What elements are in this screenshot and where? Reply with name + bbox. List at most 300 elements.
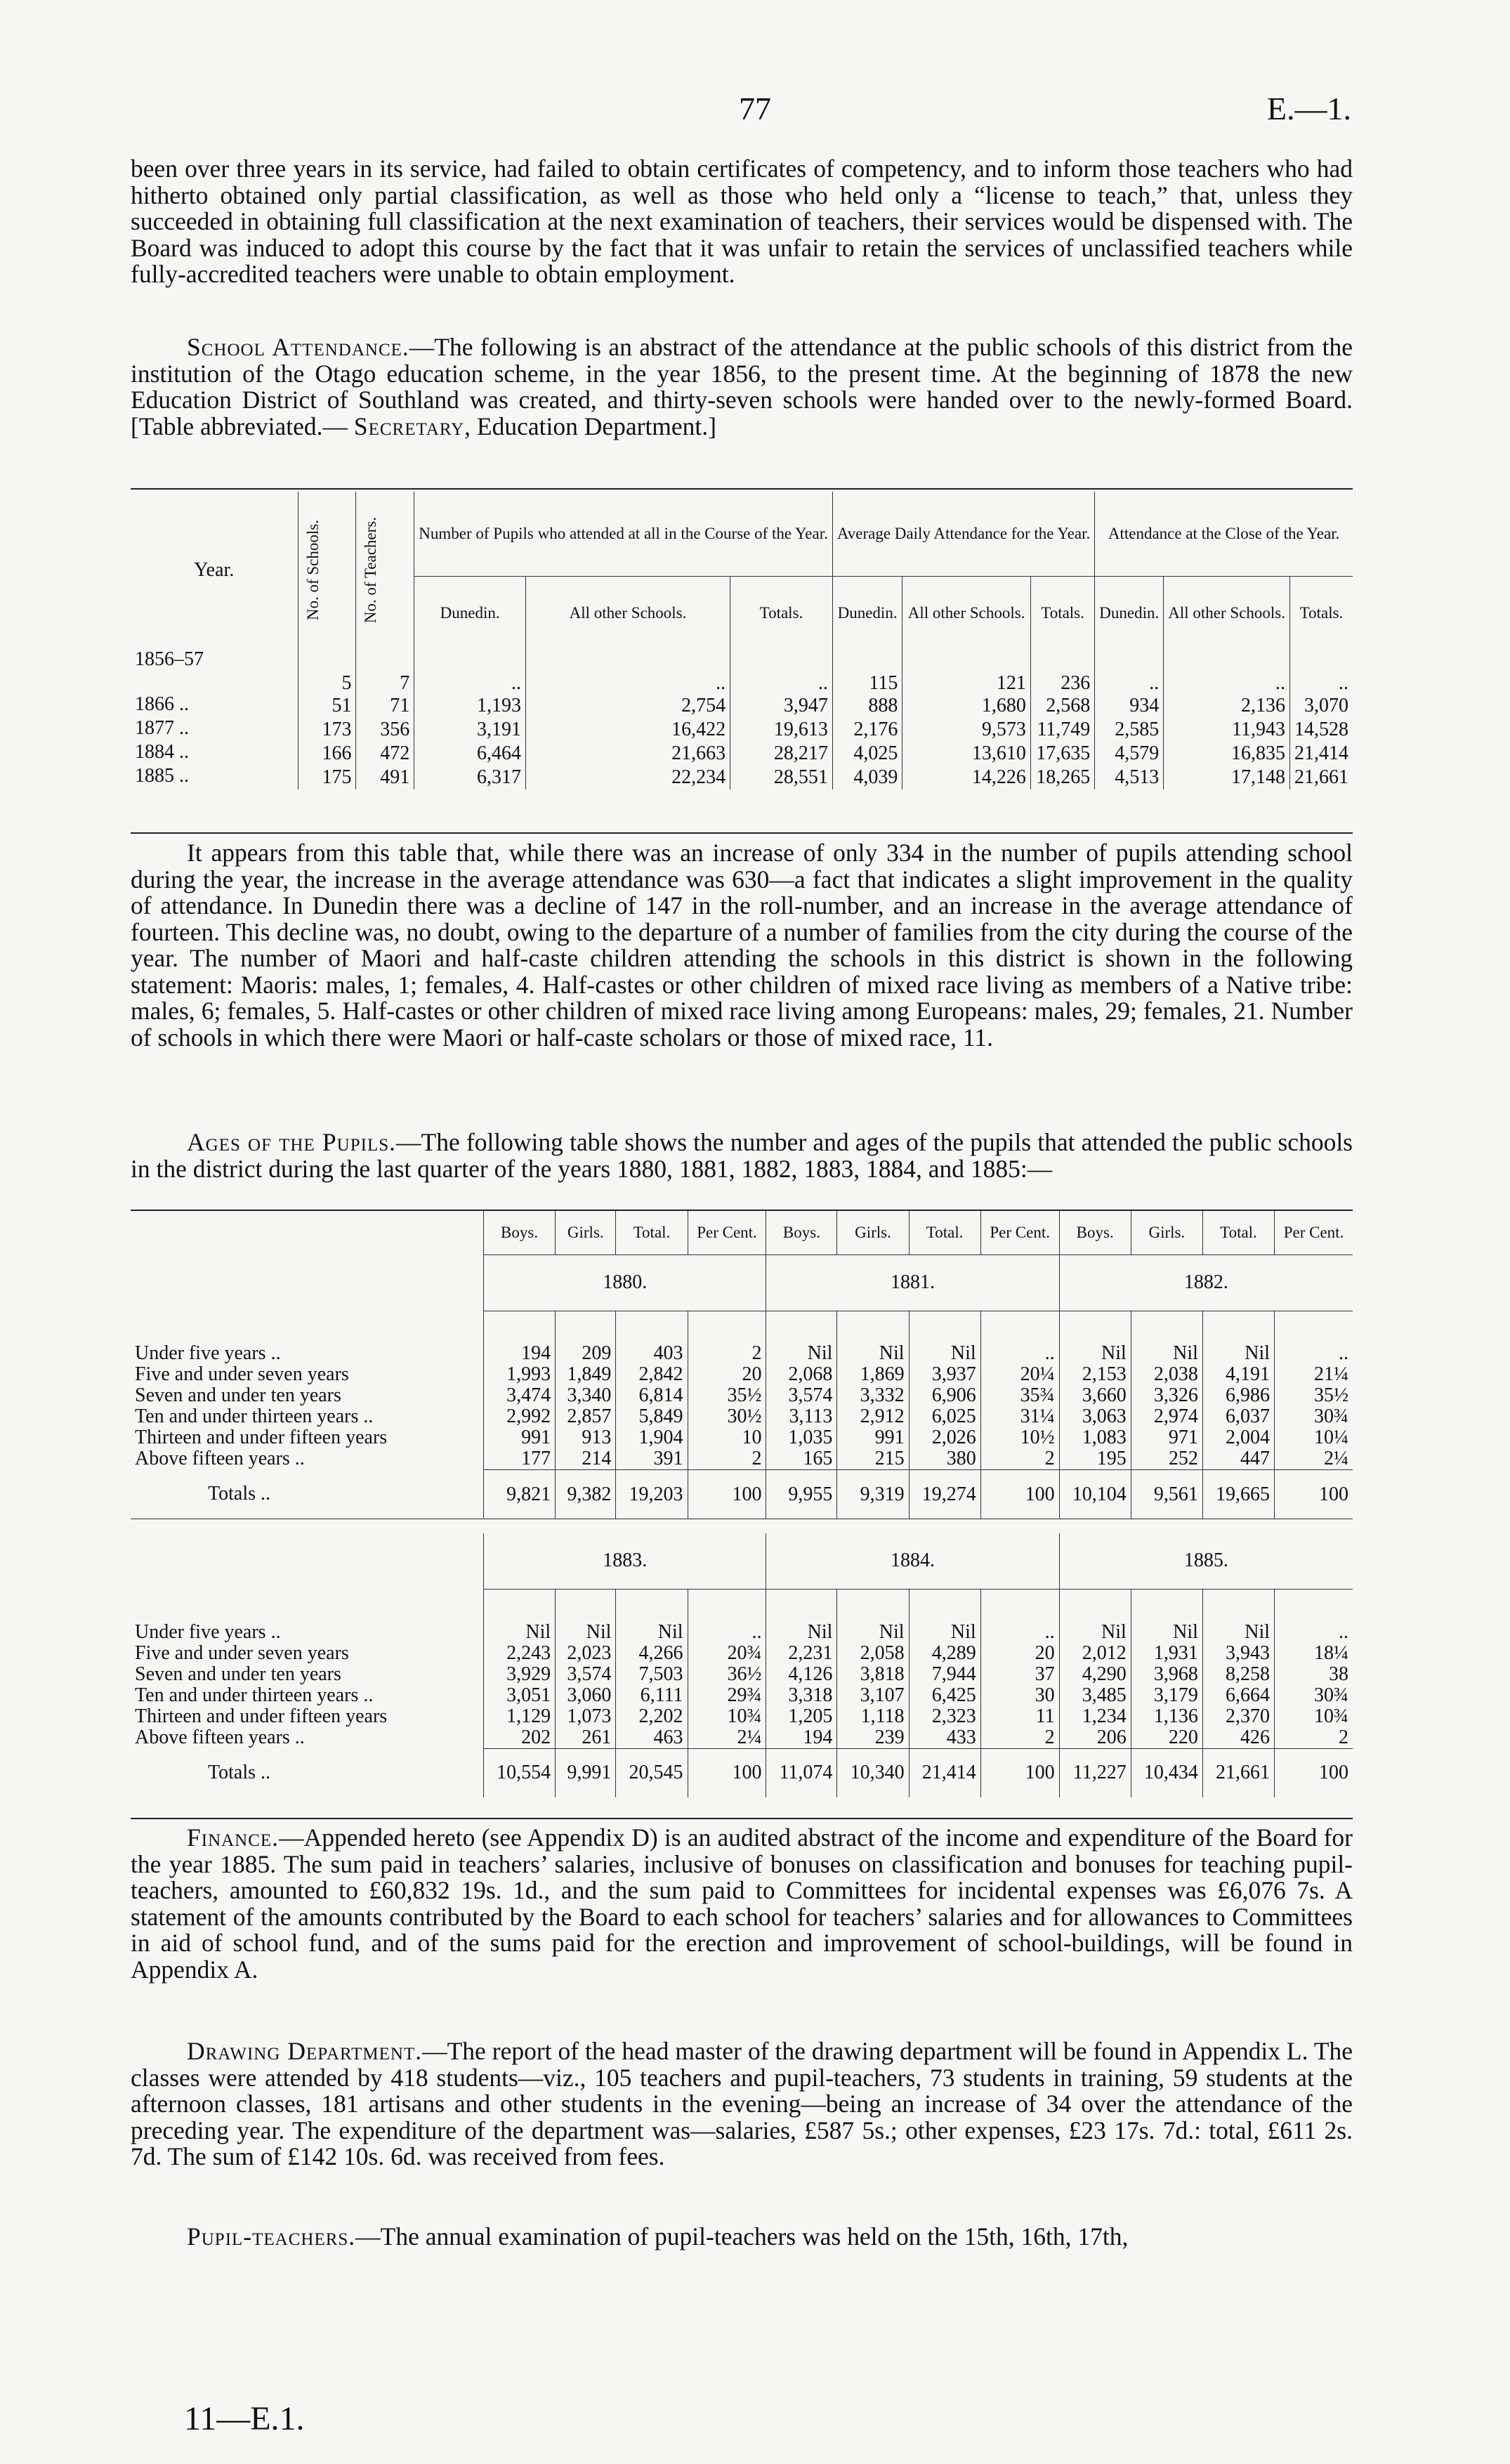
data-cell: 4,039 bbox=[832, 766, 902, 789]
data-cell: 17,148 bbox=[1164, 766, 1290, 789]
page-number: 77 bbox=[739, 91, 771, 126]
data-cell: 14,528 bbox=[1290, 718, 1353, 742]
data-cell: Nil bbox=[837, 1590, 909, 1643]
data-cell: 3,943 bbox=[1202, 1643, 1274, 1664]
data-cell: 18¼ bbox=[1275, 1643, 1353, 1664]
data-cell: 472 bbox=[356, 742, 414, 766]
data-cell: 3,929 bbox=[484, 1664, 556, 1685]
signature-mark: 11—E.1. bbox=[184, 2400, 305, 2437]
data-cell: 991 bbox=[484, 1427, 556, 1448]
data-cell: 3,070 bbox=[1290, 694, 1353, 718]
row-label: Thirteen and under fifteen years bbox=[135, 1427, 388, 1448]
data-cell: 20 bbox=[980, 1643, 1059, 1664]
empty-header-cell bbox=[131, 1211, 484, 1254]
data-cell: .. bbox=[1164, 649, 1290, 694]
data-cell: 4,290 bbox=[1059, 1664, 1131, 1685]
heading-pupil-teachers: Pupil-teachers. bbox=[187, 2222, 356, 2250]
data-cell: 11,749 bbox=[1030, 718, 1094, 742]
year-cell: 1885 .. bbox=[135, 765, 189, 787]
table-row bbox=[131, 1706, 1353, 1727]
data-cell: 5 bbox=[298, 649, 356, 694]
total-cell: 100 bbox=[980, 1470, 1059, 1519]
data-cell: 2,136 bbox=[1164, 694, 1290, 718]
data-cell: 6,814 bbox=[616, 1385, 688, 1406]
document-reference: E.—1. bbox=[1266, 91, 1351, 126]
totals-row bbox=[131, 1470, 1353, 1519]
table-rule-top bbox=[131, 488, 1353, 490]
data-cell: 3,474 bbox=[484, 1385, 556, 1406]
data-cell: 35½ bbox=[688, 1385, 766, 1406]
table-rule-bottom bbox=[131, 832, 1353, 834]
header-total: Total. bbox=[909, 1211, 980, 1254]
total-cell: 100 bbox=[980, 1748, 1059, 1797]
header-total: Total. bbox=[616, 1211, 688, 1254]
table-row bbox=[131, 1590, 1353, 1643]
header-group-attended: Number of Pupils who attended at all in the Course of the Year. bbox=[414, 492, 833, 576]
heading-drawing-department: Drawing Department. bbox=[187, 2037, 423, 2065]
data-cell: 2,231 bbox=[766, 1643, 837, 1664]
year-cell: 1866 .. bbox=[135, 693, 189, 715]
data-cell: 2,243 bbox=[484, 1643, 556, 1664]
data-cell: 37 bbox=[980, 1664, 1059, 1685]
data-cell: 21,661 bbox=[1290, 766, 1353, 789]
data-cell: 2,026 bbox=[909, 1427, 980, 1448]
data-cell: 3,574 bbox=[766, 1385, 837, 1406]
data-cell: 403 bbox=[616, 1311, 688, 1364]
total-cell: 19,274 bbox=[909, 1470, 980, 1519]
row-label: Ten and under thirteen years .. bbox=[135, 1684, 374, 1706]
data-cell: 121 bbox=[902, 649, 1031, 694]
ages-text: —The following table shows the number and ages of the pupils that attended the public schools in the district during the last quarter of the years 1880, 1881, 1882, 1883, 1884, and 1885:— bbox=[131, 1128, 1353, 1183]
header-totals: Totals. bbox=[1290, 576, 1353, 649]
data-cell: 1,993 bbox=[484, 1364, 556, 1385]
year-label: 1882. bbox=[1059, 1254, 1353, 1311]
data-cell: 2,038 bbox=[1131, 1364, 1202, 1385]
data-cell: 3,818 bbox=[837, 1664, 909, 1685]
data-cell: 115 bbox=[832, 649, 902, 694]
total-cell: 10,554 bbox=[484, 1748, 556, 1797]
data-cell: 447 bbox=[1202, 1448, 1274, 1470]
row-label: Seven and under ten years bbox=[135, 1384, 341, 1406]
data-cell: 3,179 bbox=[1131, 1685, 1202, 1706]
ages-table-rule-bottom bbox=[131, 1818, 1353, 1819]
header-all-other-schools: All other Schools. bbox=[902, 576, 1031, 649]
data-cell: Nil bbox=[1059, 1311, 1131, 1364]
data-cell: 3,574 bbox=[556, 1664, 616, 1685]
data-cell: Nil bbox=[1131, 1590, 1202, 1643]
data-cell: 209 bbox=[556, 1311, 616, 1364]
data-cell: 2,370 bbox=[1202, 1706, 1274, 1727]
table-row bbox=[131, 1385, 1353, 1406]
data-cell: 913 bbox=[556, 1427, 616, 1448]
data-cell: .. bbox=[980, 1590, 1059, 1643]
data-cell: Nil bbox=[837, 1311, 909, 1364]
data-cell: 6,906 bbox=[909, 1385, 980, 1406]
data-cell: 2,754 bbox=[525, 694, 730, 718]
data-cell: 3,113 bbox=[766, 1406, 837, 1427]
data-cell: 1,234 bbox=[1059, 1706, 1131, 1727]
data-cell: 2,585 bbox=[1095, 718, 1164, 742]
row-label: Five and under seven years bbox=[135, 1363, 349, 1385]
data-cell: .. bbox=[980, 1311, 1059, 1364]
data-cell: 17,635 bbox=[1030, 742, 1094, 766]
total-cell: 100 bbox=[1275, 1748, 1353, 1797]
data-cell: 2¼ bbox=[1275, 1448, 1353, 1470]
year-row bbox=[131, 1533, 1353, 1590]
data-cell: 28,217 bbox=[730, 742, 833, 766]
paragraph-drawing bbox=[131, 2038, 1353, 2170]
header-all-other-schools: All other Schools. bbox=[525, 576, 730, 649]
data-cell: Nil bbox=[616, 1590, 688, 1643]
row-label: Under five years .. bbox=[135, 1342, 281, 1364]
year-label: 1885. bbox=[1059, 1533, 1353, 1590]
row-label: Five and under seven years bbox=[135, 1641, 349, 1664]
data-cell: 1,680 bbox=[902, 694, 1031, 718]
data-cell: 16,835 bbox=[1164, 742, 1290, 766]
header-boys: Boys. bbox=[766, 1211, 837, 1254]
header-group-average: Average Daily Attendance for the Year. bbox=[832, 492, 1094, 576]
data-cell: 5,849 bbox=[616, 1406, 688, 1427]
total-cell: 9,991 bbox=[556, 1748, 616, 1797]
row-label: Ten and under thirteen years .. bbox=[135, 1405, 374, 1427]
data-cell: 934 bbox=[1095, 694, 1164, 718]
data-cell: Nil bbox=[1202, 1590, 1274, 1643]
total-cell: 9,382 bbox=[556, 1470, 616, 1519]
data-cell: .. bbox=[1275, 1311, 1353, 1364]
data-cell: 2,153 bbox=[1059, 1364, 1131, 1385]
data-cell: 195 bbox=[1059, 1448, 1131, 1470]
data-cell: 252 bbox=[1131, 1448, 1202, 1470]
data-cell: 35½ bbox=[1275, 1385, 1353, 1406]
data-cell: 2 bbox=[688, 1448, 766, 1470]
data-cell: 4,266 bbox=[616, 1643, 688, 1664]
table-row bbox=[131, 649, 1353, 694]
data-cell: Nil bbox=[909, 1311, 980, 1364]
header-no-of-schools: No. of Schools. bbox=[303, 520, 322, 621]
data-cell: 30¾ bbox=[1275, 1406, 1353, 1427]
year-cell: 1856–57 bbox=[135, 648, 204, 670]
data-cell: 22,234 bbox=[525, 766, 730, 789]
data-cell: 2,068 bbox=[766, 1364, 837, 1385]
header-per-cent: Per Cent. bbox=[980, 1211, 1059, 1254]
data-cell: 29¾ bbox=[688, 1685, 766, 1706]
data-cell: 2,176 bbox=[832, 718, 902, 742]
data-cell: 4,289 bbox=[909, 1643, 980, 1664]
data-cell: 10¼ bbox=[1275, 1427, 1353, 1448]
ages-table bbox=[131, 1211, 1353, 1797]
total-cell: 10,434 bbox=[1131, 1748, 1202, 1797]
data-cell: 888 bbox=[832, 694, 902, 718]
year-label: 1883. bbox=[484, 1533, 766, 1590]
total-cell: 20,545 bbox=[616, 1748, 688, 1797]
data-cell: 16,422 bbox=[525, 718, 730, 742]
data-cell: 2,568 bbox=[1030, 694, 1094, 718]
data-cell: 2,058 bbox=[837, 1643, 909, 1664]
data-cell: 2 bbox=[980, 1727, 1059, 1749]
data-cell: 3,326 bbox=[1131, 1385, 1202, 1406]
attendance-analysis-text: It appears from this table that, while there was an increase of only 334 in the number of pupils attending school during the year, the increase in the average attendance was 630—a fact that indicates a slight improvement in the quality of attendance. In Dunedin there was a decline of 147 in the roll-number, and an increase in the average attendance of fourteen. This decline was, no doubt, owing to the departure of a number of families from the city during the course of the year. The number of Maori and half-caste children attending the schools in this district is shown in the following statement: Maoris: males, 1; females, 4. Half-castes or other children of mixed race living as members of a Native tribe: males, 6; females, 5. Half-castes or other children of mixed race living among Europeans: males, 29; females, 21. Number of schools in which there were Maori or half-caste scholars or those of mixed race, 11. bbox=[131, 839, 1353, 1051]
data-cell: 10¾ bbox=[688, 1706, 766, 1727]
total-cell: 9,821 bbox=[484, 1470, 556, 1519]
data-cell: 3,318 bbox=[766, 1685, 837, 1706]
table-row bbox=[131, 694, 1353, 718]
data-cell: 2,323 bbox=[909, 1706, 980, 1727]
heading-school-attendance: School Attendance. bbox=[187, 333, 409, 361]
data-cell: 206 bbox=[1059, 1727, 1131, 1749]
data-cell: 8,258 bbox=[1202, 1664, 1274, 1685]
data-cell: 6,464 bbox=[414, 742, 526, 766]
totals-label: Totals .. bbox=[208, 1762, 271, 1783]
table-row bbox=[131, 1448, 1353, 1470]
data-cell: 177 bbox=[484, 1448, 556, 1470]
header-boys: Boys. bbox=[1059, 1211, 1131, 1254]
data-cell: 1,083 bbox=[1059, 1427, 1131, 1448]
year-label: 1880. bbox=[484, 1254, 766, 1311]
data-cell: 220 bbox=[1131, 1727, 1202, 1749]
data-cell: 1,849 bbox=[556, 1364, 616, 1385]
data-cell: 21,414 bbox=[1290, 742, 1353, 766]
data-cell: 31¼ bbox=[980, 1406, 1059, 1427]
header-per-cent: Per Cent. bbox=[688, 1211, 766, 1254]
data-cell: 18,265 bbox=[1030, 766, 1094, 789]
total-cell: 21,414 bbox=[909, 1748, 980, 1797]
header-total: Total. bbox=[1202, 1211, 1274, 1254]
data-cell: 30 bbox=[980, 1685, 1059, 1706]
total-cell: 100 bbox=[1275, 1470, 1353, 1519]
header-totals: Totals. bbox=[1030, 576, 1094, 649]
data-cell: 1,193 bbox=[414, 694, 526, 718]
header-year: Year. bbox=[194, 559, 235, 581]
header-per-cent: Per Cent. bbox=[1275, 1211, 1353, 1254]
data-cell: 3,332 bbox=[837, 1385, 909, 1406]
data-cell: 215 bbox=[837, 1448, 909, 1470]
data-cell: 3,947 bbox=[730, 694, 833, 718]
data-cell: 433 bbox=[909, 1727, 980, 1749]
paragraph-finance bbox=[131, 1825, 1353, 1983]
data-cell: 11 bbox=[980, 1706, 1059, 1727]
total-cell: 100 bbox=[688, 1748, 766, 1797]
row-label: Seven and under ten years bbox=[135, 1663, 341, 1685]
data-cell: 173 bbox=[298, 718, 356, 742]
data-cell: 2 bbox=[980, 1448, 1059, 1470]
year-row bbox=[131, 1254, 1353, 1311]
data-cell: 1,205 bbox=[766, 1706, 837, 1727]
empty-year-cell bbox=[131, 1533, 484, 1590]
data-cell: 194 bbox=[766, 1727, 837, 1749]
data-cell: 1,136 bbox=[1131, 1706, 1202, 1727]
data-cell: 2,974 bbox=[1131, 1406, 1202, 1427]
table-row bbox=[131, 1406, 1353, 1427]
data-cell: 7,944 bbox=[909, 1664, 980, 1685]
data-cell: Nil bbox=[1202, 1311, 1274, 1364]
table-row bbox=[131, 766, 1353, 789]
data-cell: 35¾ bbox=[980, 1385, 1059, 1406]
data-cell: 6,425 bbox=[909, 1685, 980, 1706]
data-cell: 30¾ bbox=[1275, 1685, 1353, 1706]
data-cell: 214 bbox=[556, 1448, 616, 1470]
heading-finance: Finance. bbox=[187, 1823, 280, 1852]
data-cell: .. bbox=[1290, 649, 1353, 694]
total-cell: 9,319 bbox=[837, 1470, 909, 1519]
data-cell: 2,012 bbox=[1059, 1643, 1131, 1664]
data-cell: 2,857 bbox=[556, 1406, 616, 1427]
data-cell: 7 bbox=[356, 649, 414, 694]
separator-cell bbox=[131, 1519, 1353, 1533]
total-cell: 19,665 bbox=[1202, 1470, 1274, 1519]
data-cell: 6,664 bbox=[1202, 1685, 1274, 1706]
data-cell: 6,111 bbox=[616, 1685, 688, 1706]
data-cell: 3,340 bbox=[556, 1385, 616, 1406]
paragraph-attendance-analysis bbox=[131, 840, 1353, 1051]
total-cell: 9,561 bbox=[1131, 1470, 1202, 1519]
data-cell: 2,023 bbox=[556, 1643, 616, 1664]
header-girls: Girls. bbox=[837, 1211, 909, 1254]
table-row bbox=[131, 1727, 1353, 1749]
header-all-other-schools: All other Schools. bbox=[1164, 576, 1290, 649]
data-cell: 20¼ bbox=[980, 1364, 1059, 1385]
data-cell: 236 bbox=[1030, 649, 1094, 694]
data-cell: 380 bbox=[909, 1448, 980, 1470]
data-cell: 166 bbox=[298, 742, 356, 766]
data-cell: 13,610 bbox=[902, 742, 1031, 766]
year-label: 1884. bbox=[766, 1533, 1059, 1590]
data-cell: 3,063 bbox=[1059, 1406, 1131, 1427]
data-cell: .. bbox=[730, 649, 833, 694]
data-cell: 261 bbox=[556, 1727, 616, 1749]
row-label: Above fifteen years .. bbox=[135, 1448, 305, 1470]
data-cell: 2,842 bbox=[616, 1364, 688, 1385]
data-cell: 391 bbox=[616, 1448, 688, 1470]
data-cell: 4,126 bbox=[766, 1664, 837, 1685]
data-cell: 3,060 bbox=[556, 1685, 616, 1706]
data-cell: 3,191 bbox=[414, 718, 526, 742]
data-cell: 6,986 bbox=[1202, 1385, 1274, 1406]
total-cell: 19,203 bbox=[616, 1470, 688, 1519]
heading-ages-of-pupils: Ages of the Pupils. bbox=[187, 1128, 397, 1156]
table-row bbox=[131, 718, 1353, 742]
data-cell: 6,025 bbox=[909, 1406, 980, 1427]
data-cell: 10¾ bbox=[1275, 1706, 1353, 1727]
table-row bbox=[131, 1364, 1353, 1385]
data-cell: 356 bbox=[356, 718, 414, 742]
data-cell: 491 bbox=[356, 766, 414, 789]
block-separator bbox=[131, 1519, 1353, 1533]
data-cell: 2 bbox=[688, 1311, 766, 1364]
year-cell: 1884 .. bbox=[135, 741, 189, 763]
paragraph-intro: been over three years in its service, had failed to obtain certificates of competency, and to inform those teachers who had hitherto obtained only partial classification, as well as those who held only a “license to teach,” that, unless they succeeded in obtaining full classification at the next examination of teachers, their services would be dispensed with. The Board was induced to adopt this course by the fact that it was unfair to retain the services of unclassified teachers while fully-accredited teachers were unable to obtain employment. bbox=[131, 155, 1353, 288]
total-cell: 10,104 bbox=[1059, 1470, 1131, 1519]
data-cell: 1,904 bbox=[616, 1427, 688, 1448]
data-cell: .. bbox=[414, 649, 526, 694]
data-cell: 4,513 bbox=[1095, 766, 1164, 789]
header-girls: Girls. bbox=[556, 1211, 616, 1254]
data-cell: 20¾ bbox=[688, 1643, 766, 1664]
data-cell: 165 bbox=[766, 1448, 837, 1470]
data-cell: 2,202 bbox=[616, 1706, 688, 1727]
data-cell: .. bbox=[525, 649, 730, 694]
data-cell: .. bbox=[688, 1590, 766, 1643]
data-cell: 2,004 bbox=[1202, 1427, 1274, 1448]
total-cell: 9,955 bbox=[766, 1470, 837, 1519]
table-row bbox=[131, 742, 1353, 766]
pupil-teachers-text: —The annual examination of pupil-teachers was held on the 15th, 16th, 17th, bbox=[355, 2222, 1129, 2250]
secretary-label: Secretary bbox=[353, 412, 465, 440]
header-totals: Totals. bbox=[730, 576, 833, 649]
data-cell: 28,551 bbox=[730, 766, 833, 789]
header-dunedin: Dunedin. bbox=[1095, 576, 1164, 649]
data-cell: 202 bbox=[484, 1727, 556, 1749]
data-cell: 3,485 bbox=[1059, 1685, 1131, 1706]
total-cell: 11,074 bbox=[766, 1748, 837, 1797]
data-cell: 4,191 bbox=[1202, 1364, 1274, 1385]
data-cell: 3,968 bbox=[1131, 1664, 1202, 1685]
table-row bbox=[131, 1685, 1353, 1706]
data-cell: 38 bbox=[1275, 1664, 1353, 1685]
drawing-text: —The report of the head master of the drawing department will be found in Appendix L. The classes were attended by 418 students—viz., 105 teachers and pupil-teachers, 73 students in training, 59 students at the afternoon classes, 181 artisans and other students in the evening—being an increase of 34 over the attendance of the preceding year. The expenditure of the department was—salaries, £587 5s.; other expenses, £23 17s. 7d.: total, £611 2s. 7d. The sum of £142 10s. 6d. was received from fees. bbox=[131, 2037, 1353, 2170]
data-cell: Nil bbox=[1059, 1590, 1131, 1643]
data-cell: 4,579 bbox=[1095, 742, 1164, 766]
data-cell: 19,613 bbox=[730, 718, 833, 742]
data-cell: 30½ bbox=[688, 1406, 766, 1427]
data-cell: 10½ bbox=[980, 1427, 1059, 1448]
total-cell: 21,661 bbox=[1202, 1748, 1274, 1797]
data-cell: .. bbox=[1095, 649, 1164, 694]
data-cell: 2,912 bbox=[837, 1406, 909, 1427]
totals-label: Totals .. bbox=[208, 1483, 271, 1505]
data-cell: 1,073 bbox=[556, 1706, 616, 1727]
data-cell: 3,107 bbox=[837, 1685, 909, 1706]
header-dunedin: Dunedin. bbox=[832, 576, 902, 649]
year-cell: 1877 .. bbox=[135, 717, 189, 739]
data-cell: 2¼ bbox=[688, 1727, 766, 1749]
data-cell: 971 bbox=[1131, 1427, 1202, 1448]
data-cell: 1,869 bbox=[837, 1364, 909, 1385]
data-cell: 14,226 bbox=[902, 766, 1031, 789]
empty-year-cell bbox=[131, 1254, 484, 1311]
data-cell: Nil bbox=[909, 1590, 980, 1643]
table-row bbox=[131, 1643, 1353, 1664]
data-cell: Nil bbox=[766, 1590, 837, 1643]
header-dunedin: Dunedin. bbox=[414, 576, 526, 649]
data-cell: 463 bbox=[616, 1727, 688, 1749]
data-cell: 2 bbox=[1275, 1727, 1353, 1749]
row-label: Above fifteen years .. bbox=[135, 1726, 305, 1748]
data-cell: 3,937 bbox=[909, 1364, 980, 1385]
data-cell: 10 bbox=[688, 1427, 766, 1448]
table-row bbox=[131, 1664, 1353, 1685]
data-cell: 1,035 bbox=[766, 1427, 837, 1448]
secretary-tail: , Education Department.] bbox=[464, 412, 716, 440]
data-cell: 4,025 bbox=[832, 742, 902, 766]
data-cell: 36½ bbox=[688, 1664, 766, 1685]
data-cell: 21,663 bbox=[525, 742, 730, 766]
data-cell: 991 bbox=[837, 1427, 909, 1448]
data-cell: 51 bbox=[298, 694, 356, 718]
data-cell: 194 bbox=[484, 1311, 556, 1364]
paragraph-ages bbox=[131, 1129, 1353, 1182]
school-attendance-text: —The following is an abstract of the attendance at the public schools of this district from the institution of the Otago education scheme, in the year 1856, to the present time. At the beginning of 1878 the new Education District of Southland was created, and thirty-seven schools were handed over to the newly-formed Board. [Table abbreviated.— bbox=[131, 333, 1353, 440]
finance-text: —Appended hereto (see Appendix D) is an audited abstract of the income and expenditure of the Board for the year 1885. The sum paid in teachers’ salaries, inclusive of bonuses on classification and bonuses for teaching pupil-teachers, amounted to £60,832 19s. 1d., and the sum paid to Committees for incidental expenses was £6,076 7s. A statement of the amounts contributed by the Board to each school for teachers’ salaries and for allowances to Committees in aid of school fund, and of the sums paid for the erection and improvement of school-buildings, will be found in Appendix A. bbox=[131, 1823, 1353, 1984]
data-cell: 6,317 bbox=[414, 766, 526, 789]
data-cell: 11,943 bbox=[1164, 718, 1290, 742]
table-row bbox=[131, 1311, 1353, 1364]
row-label: Thirteen and under fifteen years bbox=[135, 1705, 388, 1727]
header-boys: Boys. bbox=[484, 1211, 556, 1254]
header-row bbox=[131, 1211, 1353, 1254]
header-no-of-teachers: No. of Teachers. bbox=[362, 517, 380, 624]
data-cell: 20 bbox=[688, 1364, 766, 1385]
total-cell: 100 bbox=[688, 1470, 766, 1519]
